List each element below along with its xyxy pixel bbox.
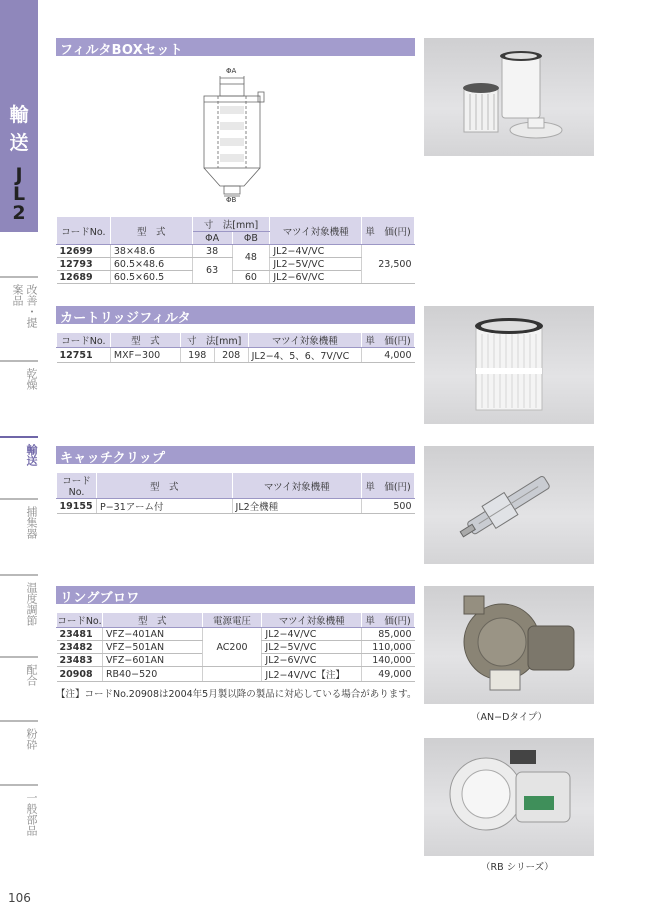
cell-machine: JL2−6V/VC [270, 271, 362, 284]
table-row [57, 499, 415, 514]
blower-rb-photo [424, 738, 594, 856]
cell-machine: JL2−4、5、6、7V/VC [248, 348, 361, 363]
cell-code: 19155 [57, 499, 97, 514]
col-machine: マツイ対象機種 [248, 333, 361, 348]
caption-rb-series: （RB シリーズ） [481, 862, 554, 873]
cell-machine: JL2−4V/VC【注】 [262, 667, 362, 682]
col-model: 型 式 [96, 473, 232, 499]
cell-model: MXF−300 [110, 348, 180, 363]
cell-price: 49,000 [362, 667, 415, 682]
side-tab-label: 粉砕 [25, 728, 38, 750]
col-code: コードNo. [57, 217, 111, 245]
cell-price: 4,000 [362, 348, 415, 363]
page-number: 106 [8, 891, 31, 905]
col-model: 型 式 [110, 217, 192, 245]
cell-code: 12793 [57, 258, 111, 271]
col-price: 単 価(円) [362, 613, 415, 628]
col-code: コードNo. [57, 613, 103, 628]
section-header-clip [56, 446, 415, 464]
cell-model: 38×48.6 [110, 245, 192, 258]
category-char-1: 輸 [9, 104, 29, 126]
cartridge-table [56, 332, 415, 363]
filter-box-illustration [424, 38, 594, 156]
section-header-cartridge [56, 306, 415, 324]
side-tab-label: 温度調節 [25, 582, 38, 626]
cell-machine: JL2−5V/VC [270, 258, 362, 271]
filter-box-table [56, 216, 415, 284]
col-price: 単 価(円) [362, 473, 415, 499]
cell-price: 110,000 [362, 641, 415, 654]
table-row [57, 245, 415, 258]
cartridge-photo [424, 306, 594, 424]
side-tab-kanso[interactable] [0, 360, 38, 412]
col-dimensions: 寸 法[mm] [180, 333, 248, 348]
cell-model: VFZ−601AN [102, 654, 202, 667]
table-row [57, 628, 415, 641]
side-tab-label: 輸送 [25, 444, 38, 466]
col-code: コードNo. [57, 473, 97, 499]
col-code: コードNo. [57, 333, 111, 348]
cell-code: 12751 [57, 348, 111, 363]
cell-model: VFZ−501AN [102, 641, 202, 654]
cell-model: 60.5×48.6 [110, 258, 192, 271]
cell-dim-b: 60 [232, 271, 270, 284]
cell-price: 140,000 [362, 654, 415, 667]
side-tab-yuso[interactable] [0, 436, 38, 488]
side-tab-funsai[interactable] [0, 720, 38, 772]
cell-model: 60.5×60.5 [110, 271, 192, 284]
side-tab-label: 捕集器 [25, 506, 38, 539]
blower-note: 【注】コードNo.20908は2004年5月製以降の製品に対応している場合があります。 [56, 689, 417, 700]
cell-model: P−31アーム付 [96, 499, 232, 514]
category-char-2: 送 [9, 132, 29, 154]
cell-dim-1: 198 [180, 348, 214, 363]
cell-price: 85,000 [362, 628, 415, 641]
side-tab-label: 一般部品 [25, 792, 38, 836]
cell-code: 12699 [57, 245, 111, 258]
clip-table [56, 472, 415, 514]
blower-table [56, 612, 415, 682]
diagram-label-a: ΦA [226, 67, 237, 75]
table-row [57, 348, 415, 363]
cell-price: 23,500 [362, 245, 415, 284]
section-title: フィルタBOXセット [60, 43, 183, 58]
cell-machine: JL2−4V/VC [270, 245, 362, 258]
diagram-label-b: ΦB [226, 196, 237, 202]
table-row [57, 271, 415, 284]
series-code: J L 2 [12, 164, 26, 224]
side-tab-label: 乾燥 [25, 368, 38, 390]
caption-an-type: （AN−Dタイプ） [471, 712, 548, 723]
side-tab-label: 改善・提案品 [11, 284, 38, 328]
clip-photo [424, 446, 594, 564]
col-dim-a: ΦA [192, 232, 232, 245]
clip-illustration [424, 446, 594, 564]
cell-voltage-empty [202, 667, 262, 682]
section-header-filter-box [56, 38, 415, 56]
section-title: リングブロワ [60, 591, 140, 606]
cell-machine: JL2−5V/VC [262, 641, 362, 654]
col-price: 単 価(円) [362, 217, 415, 245]
col-price: 単 価(円) [362, 333, 415, 348]
blower-an-photo [424, 586, 594, 704]
cell-model: RB40−520 [102, 667, 202, 682]
side-tab-ondo[interactable] [0, 574, 38, 646]
cell-machine: JL2−4V/VC [262, 628, 362, 641]
cell-dim-b: 48 [232, 245, 270, 271]
section-title: カートリッジフィルタ [60, 311, 191, 326]
col-machine: マツイ対象機種 [232, 473, 362, 499]
table-row [57, 667, 415, 682]
cell-code: 23483 [57, 654, 103, 667]
cell-dim-a: 63 [192, 258, 232, 284]
cell-machine: JL2−6V/VC [262, 654, 362, 667]
cell-voltage: AC200 [202, 628, 262, 667]
cell-code: 23481 [57, 628, 103, 641]
blower-an-illustration [424, 586, 594, 704]
cell-code: 12689 [57, 271, 111, 284]
cell-code: 23482 [57, 641, 103, 654]
side-tab-label: 配合 [25, 664, 38, 686]
cell-dim-2: 208 [214, 348, 248, 363]
section-title: キャッチクリップ [60, 451, 166, 466]
cell-price: 500 [362, 499, 415, 514]
filter-box-diagram [190, 62, 280, 202]
blower-rb-illustration [424, 738, 594, 856]
cell-dim-a: 38 [192, 245, 232, 258]
section-header-blower [56, 586, 415, 604]
col-dim-b: ΦB [232, 232, 270, 245]
cell-model: VFZ−401AN [102, 628, 202, 641]
side-tab-ippan[interactable] [0, 784, 38, 846]
side-tab-haigo[interactable] [0, 656, 38, 708]
side-tab-kaizen[interactable] [0, 276, 38, 338]
cell-machine: JL2全機種 [232, 499, 362, 514]
col-model: 型 式 [110, 333, 180, 348]
col-machine: マツイ対象機種 [262, 613, 362, 628]
cartridge-illustration [424, 306, 594, 424]
cell-code: 20908 [57, 667, 103, 682]
col-voltage: 電源電圧 [202, 613, 262, 628]
col-machine: マツイ対象機種 [270, 217, 362, 245]
col-dimensions: 寸 法[mm] [192, 217, 270, 232]
side-tab-shukki[interactable] [0, 498, 38, 560]
col-model: 型 式 [102, 613, 202, 628]
filter-box-photo [424, 38, 594, 156]
